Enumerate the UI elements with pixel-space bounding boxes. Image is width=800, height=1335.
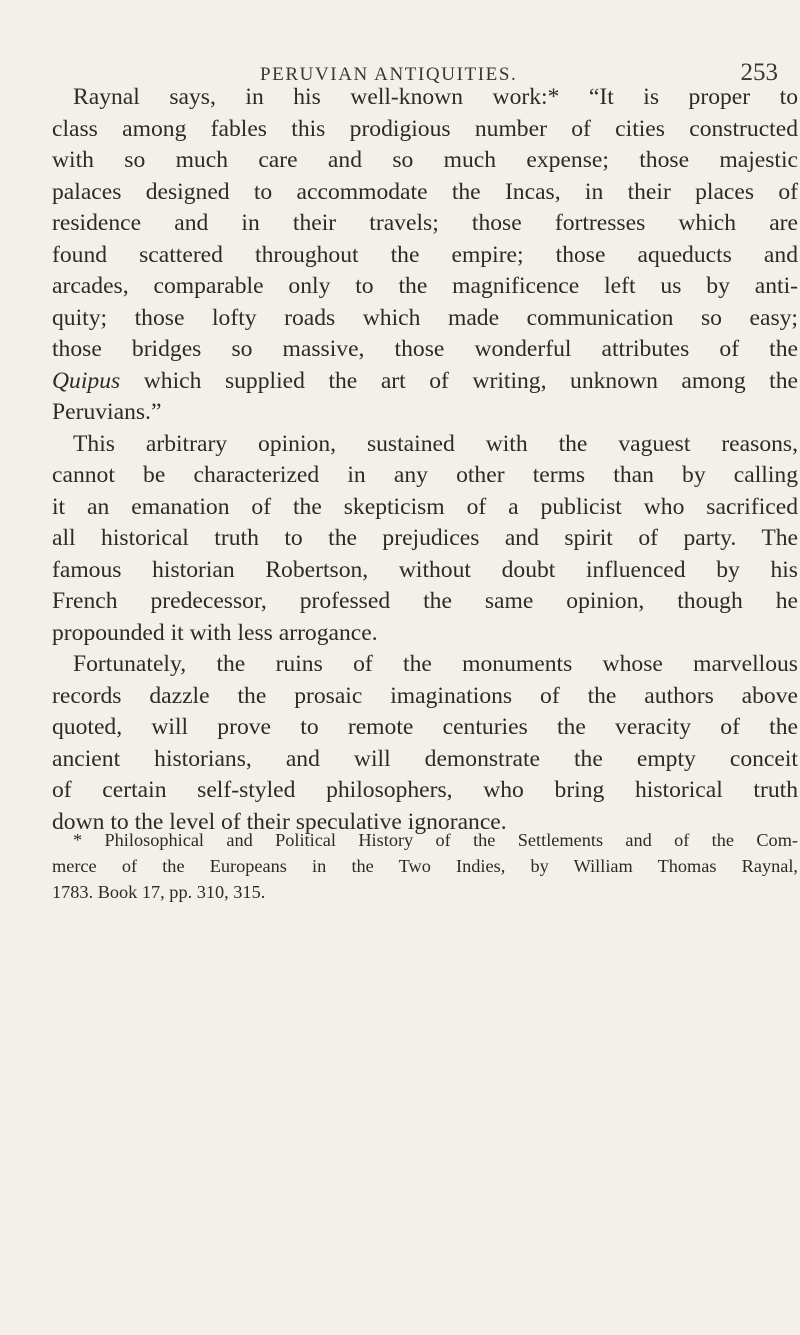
text-line: quoted, will prove to remote centuries the veracity of the bbox=[52, 714, 798, 740]
text-line: palaces designed to accommodate the Incas, in their places of bbox=[52, 178, 798, 205]
body-text bbox=[52, 82, 798, 838]
footnote-line: 1783. Book 17, pp. 310, 315. bbox=[52, 882, 266, 902]
text-line: records dazzle the prosaic imaginations of the authors above bbox=[52, 682, 798, 709]
text-line: famous historian Robertson, without doubt influenced by his bbox=[52, 556, 798, 583]
text-line: class among fables this prodigious number of cities constructed bbox=[52, 115, 798, 142]
text-line: arcades, comparable only to the magnificence left us by anti- bbox=[52, 273, 798, 299]
text-line: Raynal says, in his well-known work:* “It is proper to bbox=[73, 84, 798, 110]
footnote bbox=[52, 827, 798, 905]
text-line: down to the level of their speculative ignorance. bbox=[52, 808, 507, 835]
text-line: French predecessor, professed the same opinion, though he bbox=[52, 588, 798, 614]
text-line: ancient historians, and will demonstrate the empty conceit bbox=[52, 745, 798, 772]
footnote-line: * Philosophical and Political History of the Settlements and of the Com- bbox=[73, 830, 798, 850]
text-line: with so much care and so much expense; those majestic bbox=[52, 147, 798, 173]
text-line: Fortunately, the ruins of the monuments whose marvellous bbox=[73, 651, 798, 677]
text-line: residence and in their travels; those fortresses which are bbox=[52, 210, 798, 236]
running-title: PERUVIAN ANTIQUITIES. bbox=[260, 64, 518, 85]
italic-word: Quipus bbox=[52, 367, 121, 394]
text-line: of certain self-styled philosophers, who bring historical truth bbox=[52, 777, 798, 803]
text-line: Peruvians.” bbox=[52, 399, 162, 425]
text-line: found scattered throughout the empire; those aqueducts and bbox=[52, 241, 798, 268]
text-line-rest: which supplied the art of writing, unknown among the bbox=[143, 367, 799, 394]
text-line: propounded it with less arrogance. bbox=[52, 619, 378, 646]
footnote-line: merce of the Europeans in the Two Indies, by William Thomas Raynal, bbox=[52, 856, 798, 876]
text-line: it an emanation of the skepticism of a publicist who sacrificed bbox=[52, 493, 798, 520]
text-line: This arbitrary opinion, sustained with the vaguest reasons, bbox=[73, 430, 798, 457]
text-line: all historical truth to the prejudices and spirit of party. The bbox=[52, 525, 798, 551]
text-line: quity; those lofty roads which made communication so easy; bbox=[52, 304, 798, 331]
text-line: cannot be characterized in any other terms than by calling bbox=[52, 462, 798, 488]
page-number: 253 bbox=[740, 59, 778, 86]
text-line: those bridges so massive, those wonderful attributes of the bbox=[52, 336, 798, 362]
text-line-quipus bbox=[52, 366, 798, 398]
